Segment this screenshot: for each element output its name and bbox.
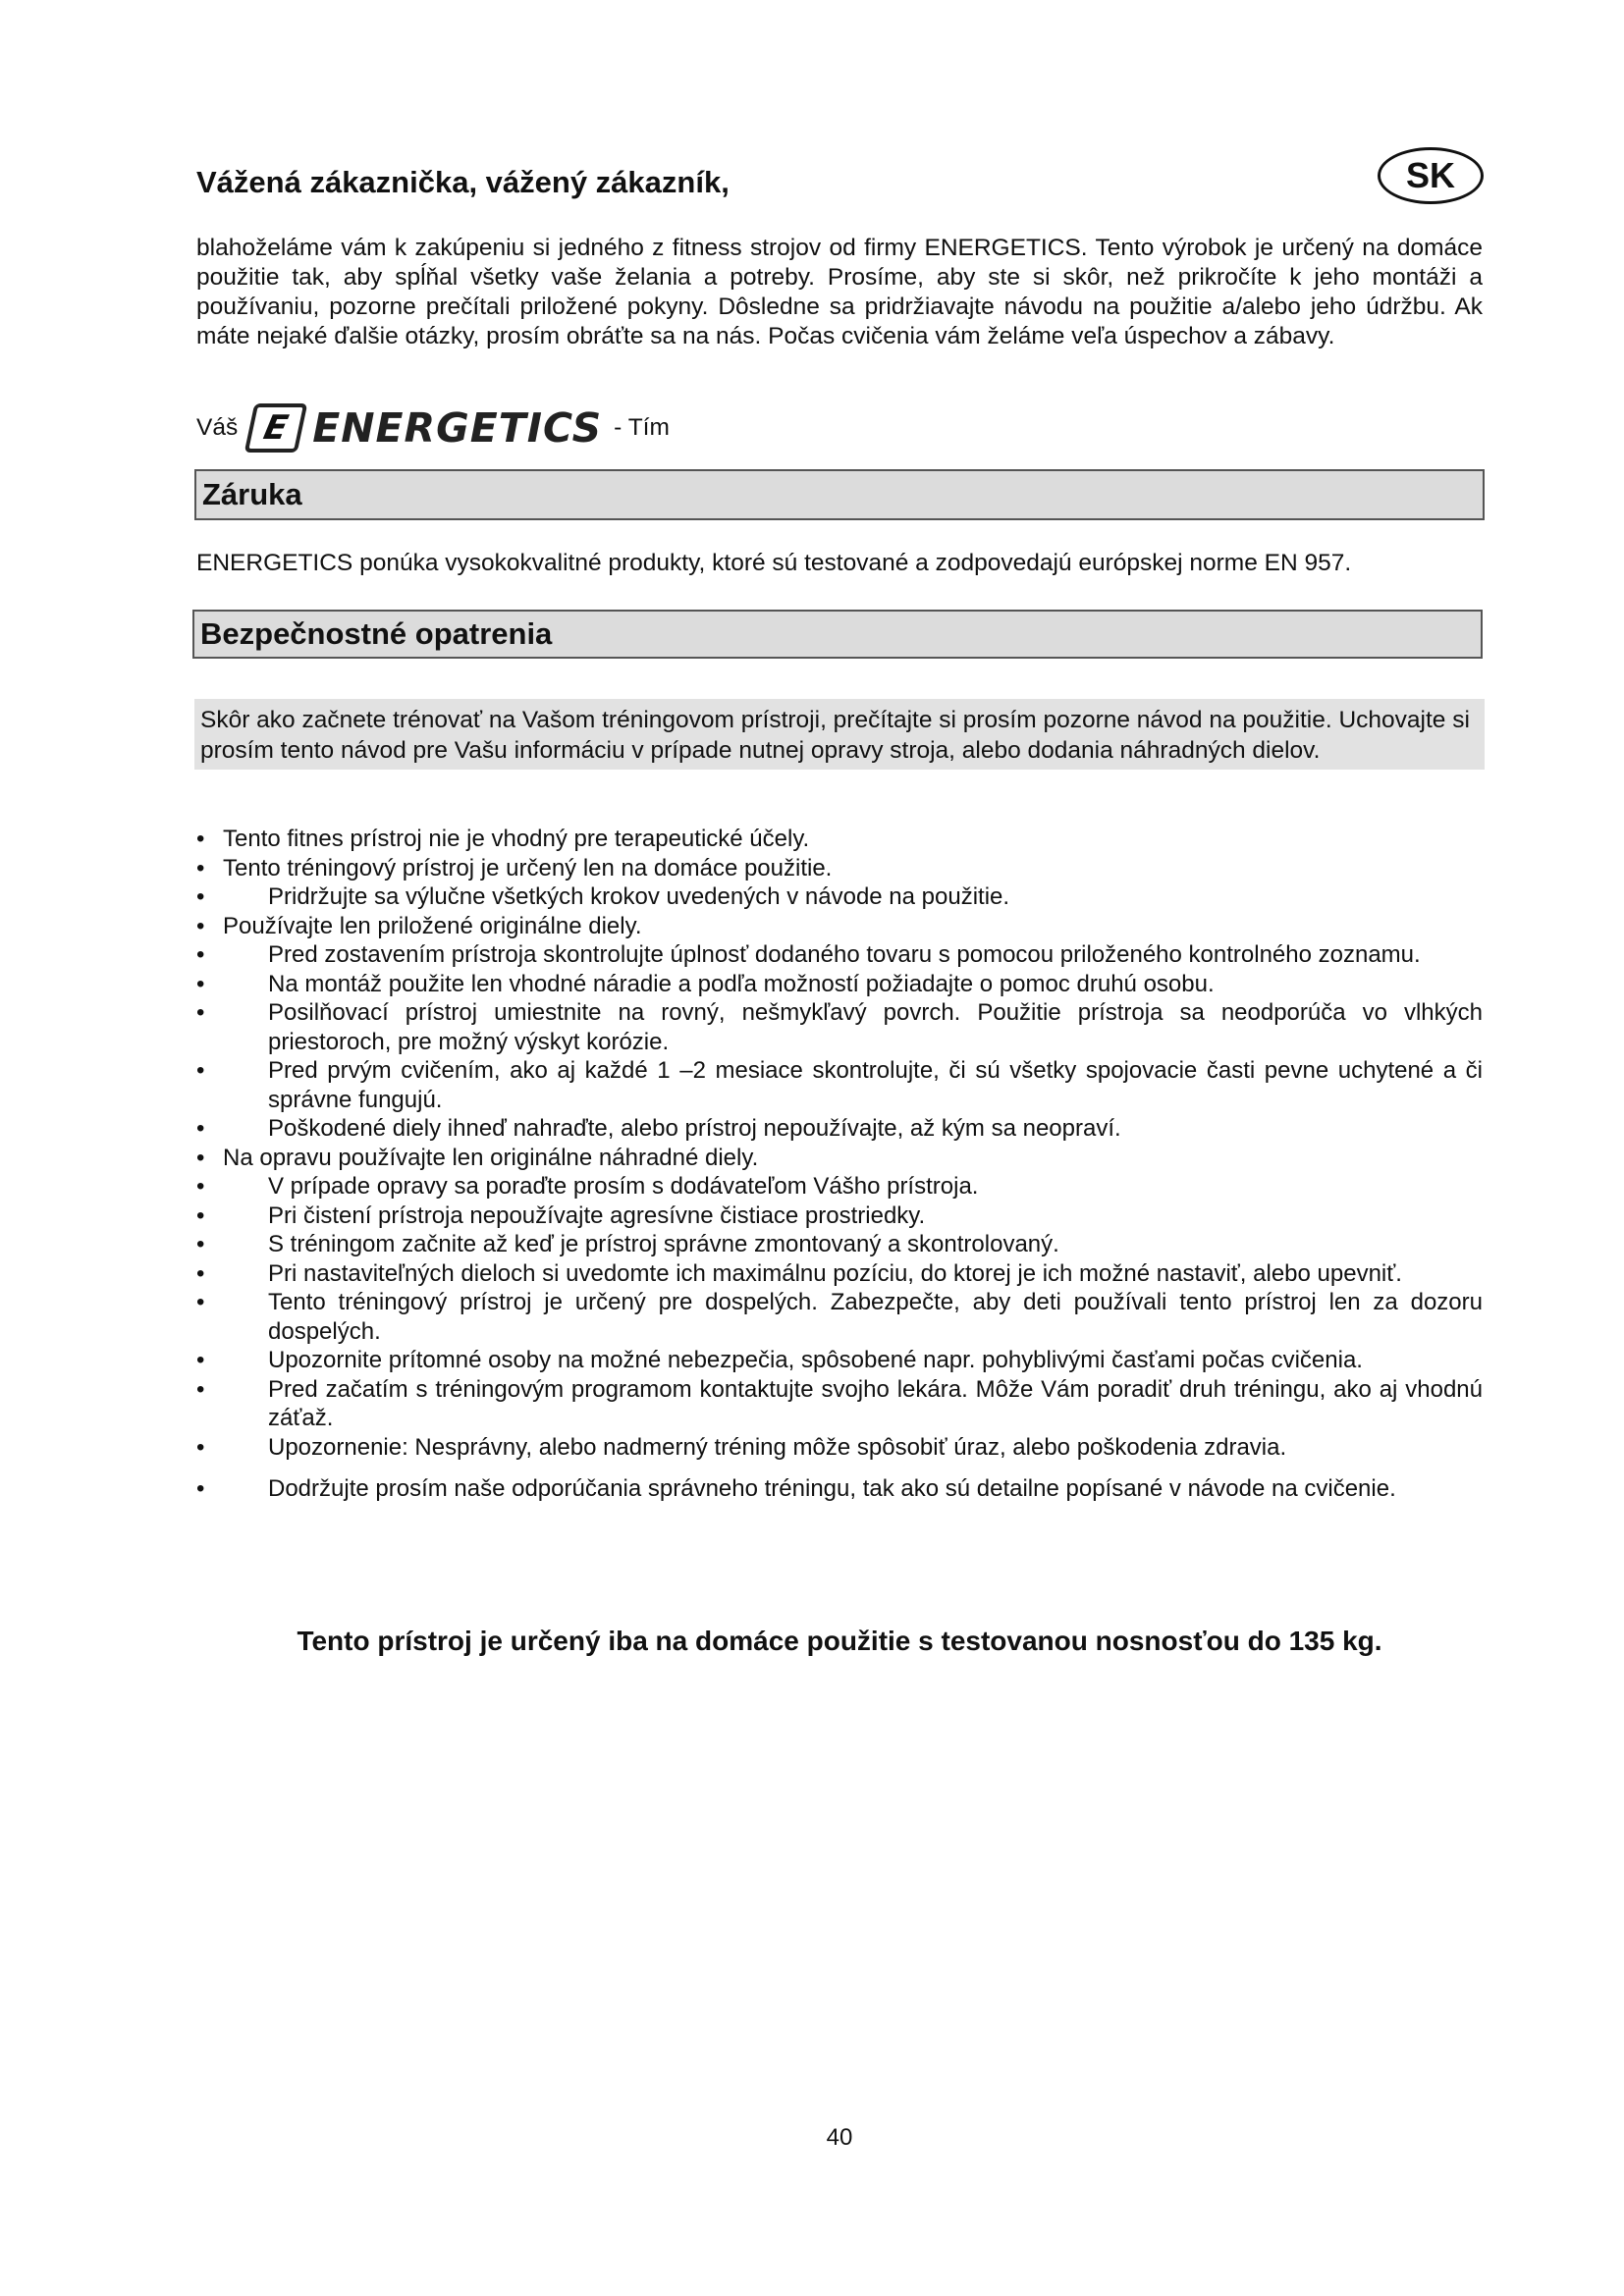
list-item: • Pri čistení prístroja nepoužívajte agresívne čistiace prostriedky. xyxy=(196,1201,926,1229)
list-item: • Pri nastaviteľných dieloch si uvedomte ich maximálnu pozíciu, do ktorej je ich možné nastaviť, alebo upevniť. xyxy=(196,1259,1402,1287)
load-capacity-note: Tento prístroj je určený iba na domáce použitie s testovanou nosnosťou do 135 kg. xyxy=(297,1626,1382,1656)
bullet-icon: • xyxy=(196,883,205,910)
list-item: • Na montáž použite len vhodné náradie a podľa možností požiadajte o pomoc druhú osobu. xyxy=(196,970,1215,997)
list-item: • Poškodené diely ihneď nahraďte, alebo prístroj nepoužívajte, až kým sa neopraví. xyxy=(196,1115,1121,1142)
energetics-logo xyxy=(249,403,602,453)
warranty-text: ENERGETICS ponúka vysokokvalitné produkty, ktoré sú testované a zodpovedajú európskej norme EN 957. xyxy=(196,550,1352,576)
page-title: Vážená zákaznička, vážený zákazník, xyxy=(196,165,730,199)
list-item: • Pred prvým cvičením, ako aj každé 1 –2 mesiace skontrolujte, či sú všetky spojovacie časti pevne uchytené a či správne fungujú. xyxy=(196,1057,1483,1113)
safety-notice: Skôr ako začnete trénovať na Vašom tréningovom prístroji, prečítajte si prosím pozorne návod na použitie. Uchovajte si prosím tento návod pre Vašu informáciu v prípade nutnej opravy stroja, alebo dodania náhradných dielov. xyxy=(194,699,1485,770)
list-item: • Tento tréningový prístroj je určený pre dospelých. Zabezpečte, aby deti používali tento prístroj len za dozoru dospelých. xyxy=(196,1289,1483,1345)
bullet-icon: • xyxy=(196,1057,205,1084)
energetics-logo-icon: E xyxy=(244,403,308,453)
bullet-icon: • xyxy=(196,826,205,852)
bullet-icon: • xyxy=(196,941,205,968)
list-item: • S tréningom začnite až keď je prístroj správne zmontovaný a skontrolovaný. xyxy=(196,1231,1059,1257)
bullet-icon: • xyxy=(196,970,205,997)
bullet-icon: • xyxy=(196,1201,205,1229)
bullet-icon: • xyxy=(196,912,205,939)
bullet-icon: • xyxy=(196,1173,205,1200)
bullet-icon: • xyxy=(196,1115,205,1142)
list-item: • Tento tréningový prístroj je určený len na domáce použitie. xyxy=(196,854,833,881)
language-badge: SK xyxy=(1378,147,1484,204)
bullet-icon: • xyxy=(196,854,205,881)
page-number: 40 xyxy=(826,2124,853,2151)
bullet-icon: • xyxy=(196,1347,205,1373)
bullet-icon: • xyxy=(196,1259,205,1287)
list-item: • Tento fitnes prístroj nie je vhodný pre terapeutické účely. xyxy=(196,826,810,852)
signature-prefix: Váš xyxy=(196,414,239,441)
list-item: • Upozornite prítomné osoby na možné nebezpečia, spôsobené napr. pohyblivými časťami počas cvičenia. xyxy=(196,1347,1363,1373)
list-item: • Upozornenie: Nesprávny, alebo nadmerný tréning môže spôsobiť úraz, alebo poškodenia zdravia. xyxy=(196,1433,1287,1461)
bullet-icon: • xyxy=(196,1475,205,1502)
list-item: • Na opravu používajte len originálne náhradné diely. xyxy=(196,1144,759,1171)
bullet-icon: • xyxy=(196,1231,205,1257)
list-item: • Pred zostavením prístroja skontrolujte úplnosť dodaného tovaru s pomocou priloženého kontrolného zoznamu. xyxy=(196,941,1421,968)
safety-section-header: Bezpečnostné opatrenia xyxy=(192,610,1483,659)
list-item: • V prípade opravy sa poraďte prosím s dodávateľom Vášho prístroja. xyxy=(196,1173,979,1200)
energetics-logo-text: ENERGETICS xyxy=(312,404,603,452)
list-item: • Pred začatím s tréningovým programom kontaktujte svojho lekára. Môže Vám poradiť druh tréningu, ako aj vhodnú záťaž. xyxy=(196,1375,1483,1431)
safety-bullet-list xyxy=(196,825,1483,1507)
bullet-icon: • xyxy=(196,1144,205,1171)
intro-paragraph: blahoželáme vám k zakúpeniu si jedného z fitness strojov od firmy ENERGETICS. Tento výrobok je určený na domáce použitie tak, aby spĺňal všetky vaše želania a potreby. Prosíme, aby ste si skôr, než prikročíte k jeho montáži a používaniu, pozorne prečítali priložené pokyny. Dôsledne sa pridržiavajte návodu na použitie a/alebo jeho údržbu. Ak máte nejaké ďalšie otázky, prosím obráťte sa na nás. Počas cvičenia vám želáme veľa úspechov a zábavy. xyxy=(196,235,1483,349)
bullet-icon: • xyxy=(196,1375,205,1403)
bullet-icon: • xyxy=(196,1433,205,1461)
bullet-icon: • xyxy=(196,1289,205,1315)
list-item: • Pridržujte sa výlučne všetkých krokov uvedených v návode na použitie. xyxy=(196,883,1010,910)
list-item: • Používajte len priložené originálne diely. xyxy=(196,912,642,939)
list-item: • Dodržujte prosím naše odporúčania správneho tréningu, tak ako sú detailne popísané v návode na cvičenie. xyxy=(196,1471,1483,1507)
list-item: • Posilňovací prístroj umiestnite na rovný, nešmykľavý povrch. Použitie prístroja sa neodporúča vo vlhkých priestoroch, pre možný výskyt korózie. xyxy=(196,999,1483,1055)
signature-suffix: - Tím xyxy=(614,414,670,441)
warranty-section-header: Záruka xyxy=(194,469,1485,520)
bullet-icon: • xyxy=(196,999,205,1026)
signature-line xyxy=(196,400,670,456)
